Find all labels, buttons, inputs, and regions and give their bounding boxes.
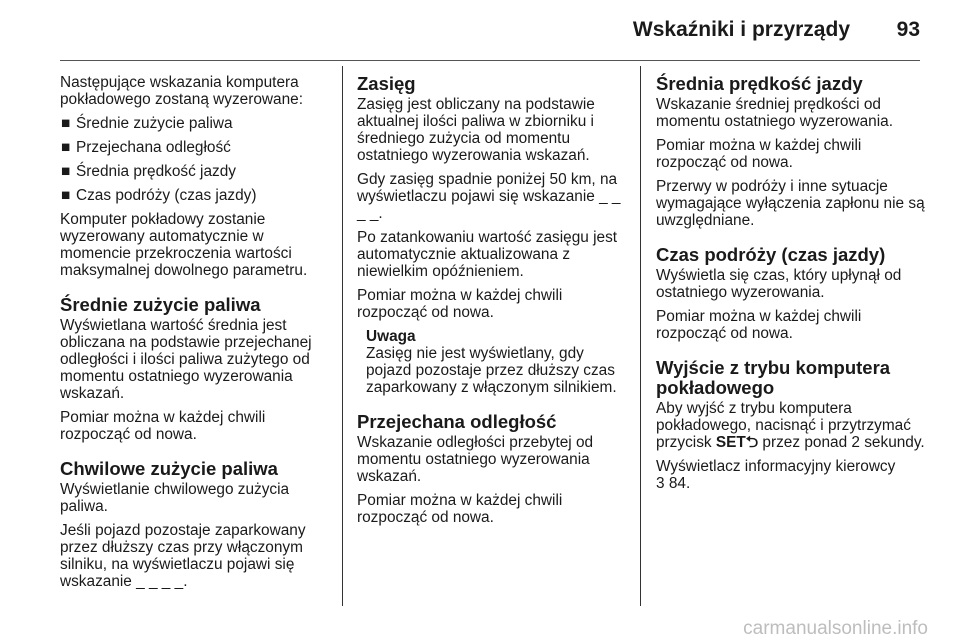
reset-paragraph: Komputer pokładowy zostanie wyzerowany automatycznie w momencie przekroczenia wartości maksymalnej dowolnego parametru. — [60, 211, 308, 279]
paragraph: Pomiar można w każdej chwili rozpocząć od nowa. — [656, 137, 862, 171]
paragraph: Pomiar można w każdej chwili rozpocząć od nowa. — [60, 409, 266, 443]
paragraph: Po zatankowaniu wartość zasięgu jest automatycznie aktualizowana z niewielkim opóźnieniem. — [357, 229, 618, 280]
section-heading-exit-computer: Wyjście z trybu komputera pokładowego — [656, 357, 891, 398]
bullet-icon: ■ — [61, 139, 71, 156]
paragraph: Wskazanie średniej prędkości od momentu ostatniego wyzerowania. — [656, 96, 893, 130]
list-item-text: Czas podróży (czas jazdy) — [76, 187, 257, 204]
section-heading-instant-consumption: Chwilowe zużycie paliwa — [60, 458, 278, 479]
paragraph: Gdy zasięg spadnie poniżej 50 km, na wyświetlaczu pojawi się wskazanie _ _ _ _. — [357, 171, 621, 222]
column-2 — [357, 74, 629, 533]
section-heading-distance: Przejechana odległość — [357, 411, 557, 432]
bullet-icon: ■ — [61, 115, 71, 132]
note-title: Uwaga — [366, 328, 416, 345]
list-item-text: Średnie zużycie paliwa — [76, 115, 233, 132]
page-reference-icon: 3 — [656, 475, 665, 492]
list-item — [60, 115, 332, 132]
list-item-text: Średnia prędkość jazdy — [76, 163, 236, 180]
section-heading-average-speed: Średnia prędkość jazdy — [656, 73, 863, 94]
list-item — [60, 187, 332, 204]
paragraph: Wyświetlana wartość średnia jest obliczana na podstawie przejechanej odległości i ilości paliwa zużytego od momentu ostatniego wyzerowania wskazań. — [60, 317, 312, 402]
section-heading-average-consumption: Średnie zużycie paliwa — [60, 294, 261, 315]
paragraph: Wyświetla się czas, który upłynął od ostatniego wyzerowania. — [656, 267, 902, 301]
column-3 — [656, 74, 928, 499]
list-item — [60, 139, 332, 156]
paragraph: Pomiar można w każdej chwili rozpocząć od nowa. — [656, 308, 862, 342]
paragraph — [656, 400, 928, 451]
list-item-text: Przejechana odległość — [76, 139, 231, 156]
bullet-icon: ■ — [61, 163, 71, 180]
header-rule — [60, 60, 920, 61]
exit-text-after: przez ponad 2 sekundy. — [762, 434, 925, 451]
page-reference-number: 84. — [668, 475, 691, 492]
paragraph: Pomiar można w każdej chwili rozpocząć od nowa. — [357, 492, 563, 526]
paragraph: Wskazanie odległości przebytej od momentu ostatniego wyzerowania wskazań. — [357, 434, 594, 485]
paragraph — [656, 458, 928, 492]
paragraph: Przerwy w podróży i inne sytuacje wymagające wyłączenia zapłonu nie są uwzględniane. — [656, 178, 925, 229]
section-heading-travel-time: Czas podróży (czas jazdy) — [656, 244, 886, 265]
column-1 — [60, 74, 332, 597]
set-button-label: SET⮌ — [715, 434, 759, 451]
section-heading-range: Zasięg — [357, 73, 416, 94]
list-item — [60, 163, 332, 180]
paragraph: Zasięg jest obliczany na podstawie aktualnej ilości paliwa w zbiorniku i średniego zużycia od momentu ostatniego wyzerowania wskazań. — [357, 96, 595, 164]
page-number: 93 — [896, 18, 920, 41]
note-block — [357, 328, 629, 396]
column-divider — [640, 66, 641, 606]
intro-paragraph: Następujące wskazania komputera pokładowego zostaną wyzerowane: — [60, 74, 303, 108]
exit-text-before: Aby wyjść z trybu komputera pokładowego, nacisnąć i przytrzymać przycisk — [656, 400, 911, 451]
paragraph: Wyświetlanie chwilowego zużycia paliwa. — [60, 481, 290, 515]
paragraph: Pomiar można w każdej chwili rozpocząć od nowa. — [357, 287, 563, 321]
reference-text: Wyświetlacz informacyjny kierowcy — [656, 458, 896, 475]
watermark: carmanualsonline.info — [743, 618, 928, 639]
paragraph: Jeśli pojazd pozostaje zaparkowany przez dłuższy czas przy włączonym silniku, na wyświetlaczu pojawi się wskazanie _ _ _ _. — [60, 522, 306, 590]
bullet-icon: ■ — [61, 187, 71, 204]
note-text: Zasięg nie jest wyświetlany, gdy pojazd pozostaje przez dłuższy czas zaparkowany z włączonym silnikiem. — [366, 345, 617, 396]
header-title: Wskaźniki i przyrządy — [632, 18, 850, 41]
column-divider — [342, 66, 343, 606]
